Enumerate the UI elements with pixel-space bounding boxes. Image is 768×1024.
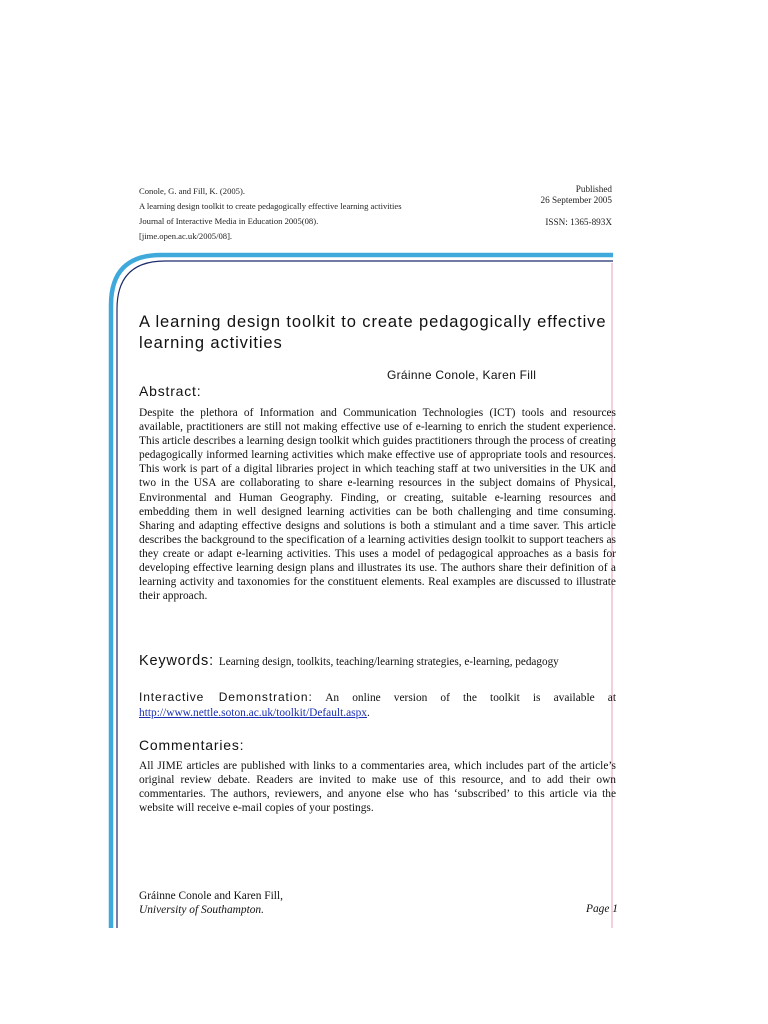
- citation-line: A learning design toolkit to create pedagogically effective learning activities: [139, 201, 402, 211]
- citation-line: Journal of Interactive Media in Education 2005(08).: [139, 216, 319, 226]
- page-number: Page 1: [586, 903, 618, 915]
- footer-authors: Gráinne Conole and Karen Fill,: [139, 890, 283, 902]
- article-title: A learning design toolkit to create pedagogically effective learning activities: [139, 313, 607, 352]
- demo-paragraph: [139, 690, 616, 721]
- citation-line: [jime.open.ac.uk/2005/08].: [139, 231, 233, 241]
- footer-affiliation: University of Southampton.: [139, 904, 264, 916]
- demo-text: An online version of the toolkit is available at: [325, 692, 617, 704]
- commentaries-text: All JIME articles are published with links to a commentaries area, which includes part of the article’s original review debate. Readers are invited to make use of this resource, and to add their own commentaries. The authors, reviewers, and anyone else who has ‘subscribed’ to this article via the website will receive e-mail copies of your postings.: [139, 760, 616, 815]
- abstract-text: Despite the plethora of Information and Communication Technologies (ICT) tools and resources available, practitioners are still not making effective use of e-learning to enrich the student experience. This article describes a learning design toolkit which guides practitioners through the process of creating pedagogically informed learning activities which make effective use of appropriate tools and resources. This work is part of a digital libraries project in which teaching staff at two universities in the UK and two in the USA are collaborating to share e-learning resources in the subject domains of Physical, Environmental and Human Geography. Finding, or creating, suitable e-learning resources and embedding them in well designed learning activities can be both challenging and time consuming. Sharing and adapting effective designs and solutions is both a stimulant and a time saver. This article describes the background to the specification of a learning activities design toolkit to support teachers as they create or adapt e-learning activities. This uses a model of pedagogical approaches as a basis for developing effective learning design plans and illustrates its use. The authors share their definition of a learning activity and taxonomies for the constituent elements. Real examples are discussed to illustrate their approach.: [139, 407, 616, 603]
- publication-status: Published: [575, 184, 612, 194]
- keywords-line: [139, 652, 559, 670]
- keywords-heading: Keywords:: [139, 653, 214, 669]
- citation-block: [139, 184, 402, 244]
- article-authors: Gráinne Conole, Karen Fill: [387, 368, 537, 382]
- abstract-heading: Abstract:: [139, 383, 202, 399]
- publication-info: [541, 184, 612, 206]
- commentaries-heading: Commentaries:: [139, 737, 245, 753]
- citation-line: Conole, G. and Fill, K. (2005).: [139, 186, 245, 196]
- keywords-text: Learning design, toolkits, teaching/learning strategies, e-learning, pedagogy: [218, 656, 559, 668]
- publication-date: 26 September 2005: [540, 195, 612, 205]
- toolkit-link[interactable]: http://www.nettle.soton.ac.uk/toolkit/Default.aspx: [139, 707, 367, 719]
- issn: ISSN: 1365-893X: [545, 217, 612, 227]
- demo-heading: Interactive Demonstration:: [139, 690, 313, 704]
- demo-end: .: [367, 707, 370, 719]
